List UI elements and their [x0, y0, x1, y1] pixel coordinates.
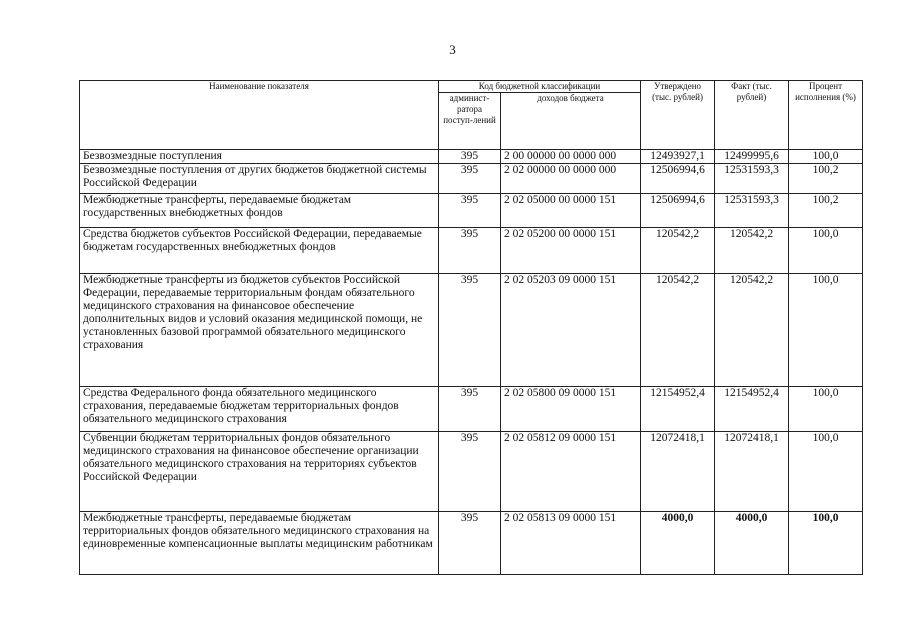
row-approved: 4000,0: [641, 512, 715, 575]
row-name: Безвозмездные поступления: [80, 150, 439, 164]
row-percent: 100,0: [789, 387, 863, 432]
row-income-code: 2 02 05813 09 0000 151: [501, 512, 641, 575]
row-income-code: 2 02 00000 00 0000 000: [501, 164, 641, 194]
table-row: [80, 432, 863, 512]
budget-execution-table: [79, 80, 863, 575]
row-fact: 12072418,1: [715, 432, 789, 512]
row-income-code: 2 02 05200 00 0000 151: [501, 228, 641, 274]
table-row: [80, 274, 863, 387]
header-name: Наименование показателя: [80, 81, 439, 150]
table-row: [80, 228, 863, 274]
row-income-code: 2 02 05800 09 0000 151: [501, 387, 641, 432]
row-fact: 12154952,4: [715, 387, 789, 432]
row-fact: 120542,2: [715, 228, 789, 274]
row-approved: 12506994,6: [641, 164, 715, 194]
row-admin-code: 395: [439, 512, 501, 575]
table-row: [80, 387, 863, 432]
row-admin-code: 395: [439, 387, 501, 432]
row-income-code: 2 02 05812 09 0000 151: [501, 432, 641, 512]
table-row: [80, 164, 863, 194]
row-admin-code: 395: [439, 228, 501, 274]
row-name: Межбюджетные трансферты, передаваемые бюджетам территориальных фондов обязательного медицинского страхования на единовременные компенсационные выплаты медицинским работникам: [80, 512, 439, 575]
row-percent: 100,0: [789, 228, 863, 274]
row-percent: 100,2: [789, 194, 863, 228]
header-approved: Утверждено (тыс. рублей): [641, 81, 715, 150]
header-admin: админист-ратора поступ-лений: [439, 93, 501, 150]
row-approved: 120542,2: [641, 228, 715, 274]
row-income-code: 2 00 00000 00 0000 000: [501, 150, 641, 164]
row-fact: 4000,0: [715, 512, 789, 575]
row-name: Безвозмездные поступления от других бюджетов бюджетной системы Российской Федерации: [80, 164, 439, 194]
row-approved: 12154952,4: [641, 387, 715, 432]
row-approved: 12506994,6: [641, 194, 715, 228]
row-approved: 120542,2: [641, 274, 715, 387]
header-percent: Процент исполнения (%): [789, 81, 863, 150]
row-income-code: 2 02 05000 00 0000 151: [501, 194, 641, 228]
row-fact: 12499995,6: [715, 150, 789, 164]
row-percent: 100,2: [789, 164, 863, 194]
row-fact: 120542,2: [715, 274, 789, 387]
header-income: доходов бюджета: [501, 93, 641, 150]
row-percent: 100,0: [789, 512, 863, 575]
row-admin-code: 395: [439, 194, 501, 228]
row-name: Межбюджетные трансферты, передаваемые бюджетам государственных внебюджетных фондов: [80, 194, 439, 228]
row-admin-code: 395: [439, 164, 501, 194]
row-admin-code: 395: [439, 150, 501, 164]
row-name: Средства Федерального фонда обязательного медицинского страхования, передаваемые бюджетам территориальных фондов обязательного медицинского страхования: [80, 387, 439, 432]
row-fact: 12531593,3: [715, 194, 789, 228]
table-row: [80, 194, 863, 228]
row-fact: 12531593,3: [715, 164, 789, 194]
row-income-code: 2 02 05203 09 0000 151: [501, 274, 641, 387]
row-approved: 12072418,1: [641, 432, 715, 512]
row-name: Субвенции бюджетам территориальных фондов обязательного медицинского страхования на финансовое обеспечение организации обязательного медицинского страхования на территориях субъектов Российской Федерации: [80, 432, 439, 512]
row-admin-code: 395: [439, 274, 501, 387]
row-name: Средства бюджетов субъектов Российской Федерации, передаваемые бюджетам государственных внебюджетных фондов: [80, 228, 439, 274]
header-code-group: Код бюджетной классификации: [439, 81, 641, 93]
row-percent: 100,0: [789, 274, 863, 387]
row-name: Межбюджетные трансферты из бюджетов субъектов Российской Федерации, передаваемые территориальным фондам обязательного медицинского страхования на финансовое обеспечение дополнительных видов и условий оказания медицинской помощи, не установленных базовой программой обязательного медицинского страхования: [80, 274, 439, 387]
row-percent: 100,0: [789, 150, 863, 164]
row-approved: 12493927,1: [641, 150, 715, 164]
page-number: 3: [449, 42, 456, 57]
row-percent: 100,0: [789, 432, 863, 512]
row-admin-code: 395: [439, 432, 501, 512]
table-row: [80, 512, 863, 575]
table-row: [80, 150, 863, 164]
header-fact: Факт (тыс. рублей): [715, 81, 789, 150]
